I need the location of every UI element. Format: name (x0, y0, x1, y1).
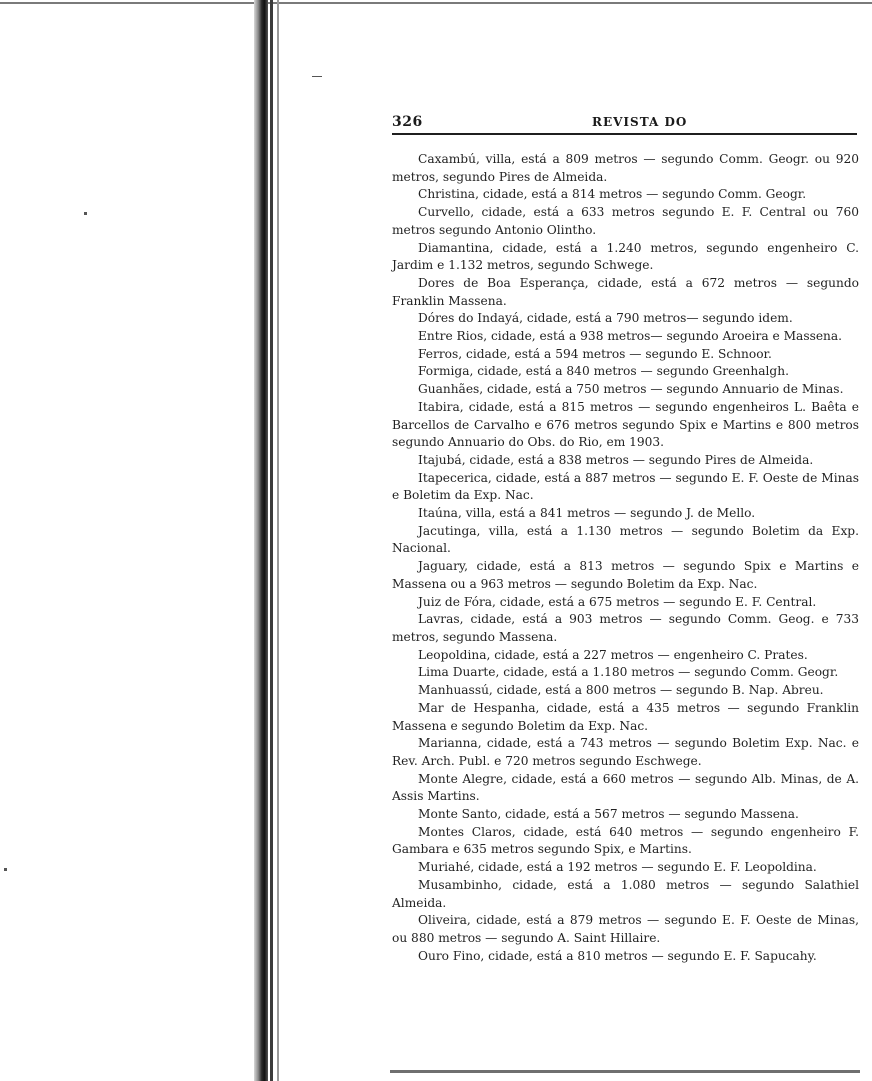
entry-text: , villa, está a 809 metros — segundo Comm. Geogr. ou 920 metros, segundo Pires de Almeida. (392, 152, 859, 184)
entry-name: Marianna (418, 736, 478, 751)
entry-text: , cidade, está 640 metros — segundo engenheiro F. Gambara e 635 metros segundo Spix, e Martins. (392, 824, 860, 857)
entry-name: Formiga (418, 364, 470, 379)
entry-name: Dores de Boa Esperança (418, 275, 585, 290)
entry-name: Entre Rios (418, 329, 484, 344)
entry-name: Monte Santo (418, 807, 498, 822)
entry-text: , cidade, está a 938 metros— segundo Aroeira e Massena. (483, 329, 843, 344)
scan-speck (312, 76, 322, 77)
entry-name: Mar de Hespanha (418, 700, 536, 715)
entry-name: Dóres do Indayá (418, 311, 520, 326)
entry-text: , cidade, está a 675 metros — segundo E. F. Central. (492, 594, 817, 609)
entry (392, 452, 859, 470)
entry-name: Itapecerica (418, 470, 488, 485)
entry-text: , cidade, está a 838 metros — segundo Pires de Almeida. (461, 452, 814, 467)
entry-text: , villa, está a 841 metros — segundo J. de Mello. (457, 506, 756, 521)
entry-text: , cidade, está a 567 metros — segundo Massena. (497, 807, 799, 822)
entry (392, 470, 859, 505)
entry (392, 240, 859, 275)
entry-name: Guanhães (418, 382, 480, 397)
binding-gutter (254, 0, 268, 1081)
entry-name: Leopoldina (418, 647, 487, 662)
entry (392, 275, 859, 310)
entry-text: , cidade, está a 594 metros — segundo E. Schnoor. (458, 346, 772, 361)
entry (392, 647, 859, 665)
entry-text: , cidade, está a 879 metros — segundo E. F. Oeste de Minas, ou 880 metros — segundo A. Saint Hillaire. (392, 913, 859, 945)
entry (392, 399, 859, 452)
entry-text: , cidade, está a 192 metros — segundo E. F. Leopoldina. (470, 860, 817, 875)
entry-text: , cidade, está a 633 metros segundo E. F. Central ou 760 metros segundo Antonio Olintho. (392, 205, 859, 237)
entry-name: Monte Alegre (418, 771, 504, 786)
entry-name: Jacutinga (418, 523, 477, 538)
entry-name: Ouro Fino (418, 948, 481, 963)
entry (392, 682, 859, 700)
entry-text: , cidade, está a 814 metros — segundo Comm. Geogr. (475, 187, 807, 202)
entry-text: , cidade, está a 903 metros — segundo Comm. Geog. e 733 metros, segundo Massena. (392, 612, 859, 644)
entry (392, 328, 859, 346)
entry (392, 594, 859, 612)
entry (392, 151, 859, 186)
entry (392, 735, 859, 770)
entry-text: , cidade, está a 435 metros — segundo Franklin Massena e segundo Boletim da Exp. Nac. (392, 700, 859, 733)
entry (392, 186, 859, 204)
entry-name: Itajubá (418, 452, 462, 467)
entry (392, 558, 859, 593)
entry-name: Oliveira (418, 913, 467, 928)
entry (392, 877, 859, 912)
entry-text: , cidade, está a 810 metros — segundo E. F. Sapucahy. (480, 948, 817, 963)
entry-name: Jaguary (418, 559, 465, 574)
gutter-line (270, 0, 273, 1081)
entry-name: Diamantina (418, 240, 490, 255)
entry-name: Montes Claros (418, 824, 512, 839)
entry-name: Muriahé (418, 860, 471, 875)
entry-text: , cidade, está a 1.240 metros, segundo engenheiro C. Jardim e 1.132 metros, segundo Schwege. (392, 240, 859, 273)
entry-text: , cidade, está a 672 metros — segundo Franklin Massena. (392, 275, 859, 308)
entry (392, 948, 859, 966)
page-number: 326 (392, 114, 423, 130)
running-title: REVISTA DO (592, 115, 688, 129)
entry-text: , cidade, está a 800 metros — segundo B. Nap. Abreu. (488, 683, 824, 698)
entry (392, 310, 859, 328)
entry-name: Christina (418, 187, 476, 202)
entry (392, 611, 859, 646)
entry-name: Lima Duarte (418, 665, 496, 680)
top-edge-line (0, 2, 872, 4)
bottom-edge-line (390, 1070, 860, 1073)
entry-name: Curvello (418, 205, 471, 220)
entry-list (392, 151, 859, 965)
entry-name: Itabira (418, 399, 460, 414)
entry-text: , villa, está a 1.130 metros — segundo Boletim da Exp. Nacional. (392, 523, 859, 556)
entry-name: Manhuassú (418, 683, 489, 698)
entry-text: , cidade, está a 790 metros— segundo idem. (519, 311, 793, 326)
entry (392, 363, 859, 381)
entry-text: , cidade, está a 1.080 metros — segundo Salathiel Almeida. (392, 877, 859, 910)
entry-text: , cidade, está a 743 metros — segundo Boletim Exp. Nac. e Rev. Arch. Publ. e 720 metros segundo Eschwege. (392, 736, 859, 768)
entry-text: , cidade, está a 813 metros — segundo Spix e Martins e Massena ou a 963 metros — segundo Boletim da Exp. Nac. (392, 559, 859, 591)
entry-text: , cidade, está a 660 metros — segundo Alb. Minas, de A. Assis Martins. (392, 771, 859, 804)
entry (392, 381, 859, 399)
entry (392, 346, 859, 364)
entry-name: Ferros (418, 346, 459, 361)
entry (392, 859, 859, 877)
entry-text: , cidade, está a 1.180 metros — segundo Comm. Geogr. (495, 665, 839, 680)
entry-name: Lavras (418, 612, 460, 627)
entry-name: Juiz de Fóra (418, 594, 493, 609)
entry (392, 204, 859, 239)
entry (392, 505, 859, 523)
entry-text: , cidade, está a 840 metros — segundo Greenhalgh. (469, 364, 789, 379)
entry (392, 523, 859, 558)
entry (392, 664, 859, 682)
entry (392, 700, 859, 735)
entry-text: , cidade, está a 815 metros — segundo engenheiros L. Baêta e Barcellos de Carvalho e 676 metros segundo Spix e Martins e 800 metros segundo Annuario do Obs. do Rio, em 1903. (392, 399, 859, 450)
entry-text: , cidade, está a 227 metros — engenheiro C. Prates. (486, 647, 808, 662)
entry-name: Itaúna (418, 506, 458, 521)
entry (392, 824, 859, 859)
entry-text: , cidade, está a 750 metros — segundo Annuario de Minas. (479, 382, 844, 397)
entry (392, 806, 859, 824)
entry (392, 912, 859, 947)
entry (392, 771, 859, 806)
entry-name: Musambinho (418, 877, 499, 892)
entry-name: Caxambú (418, 152, 476, 166)
scan-speck (84, 212, 87, 215)
entry-text: , cidade, está a 887 metros — segundo E. F. Oeste de Minas e Boletim da Exp. Nac. (392, 470, 859, 503)
gutter-line-light (277, 0, 279, 1081)
scan-speck (4, 868, 7, 871)
header-rule (392, 133, 857, 135)
